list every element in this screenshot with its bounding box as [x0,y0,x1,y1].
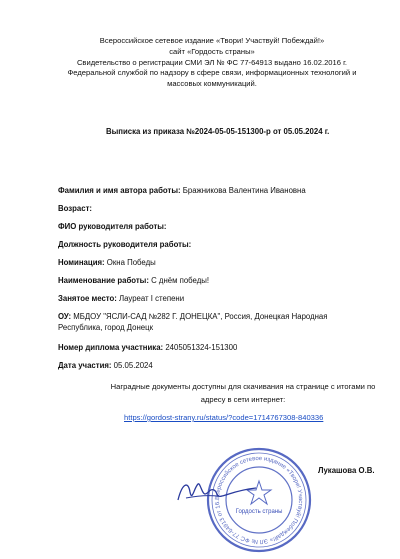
age-row [58,204,92,215]
registration-line: Свидетельство о регистрации СМИ ЭЛ № ФС 77-64913 выдано 16.02.2016 г. [76,57,348,67]
signature-mark [172,470,262,510]
work-title-value: С днём победы! [148,276,210,285]
diploma-label: Номер диплома участника: [58,343,164,352]
position-label: Должность руководителя работы: [58,240,192,249]
nomination-label: Номинация: [58,258,105,267]
site-name: сайт «Гордость страны» [169,46,255,56]
diploma-value: 2405051324-151300 [163,343,238,352]
place-label: Занятое место: [58,294,117,303]
supervisor-label: ФИО руководителя работы: [58,222,167,231]
date-value: 05.05.2024 [111,361,153,370]
author-value: Бражникова Валентина Ивановна [180,186,306,195]
place-value: Лауреат I степени [116,294,185,303]
work-title-label: Наименование работы: [58,276,149,285]
organization-label: ОУ: [58,312,72,321]
nomination-row [58,258,156,269]
date-row [58,361,153,372]
age-label: Возраст: [58,204,93,213]
author-label: Фамилия и имя автора работы: [58,186,181,195]
nomination-value: Окна Победы [104,258,156,267]
signer-name: Лукашова О.В. [318,466,375,475]
organization-value: МБДОУ "ЯСЛИ-САД №282 Г. ДОНЕЦКА", Россия, Донецкая Народная Республика, город Донецк [58,312,328,332]
stamp-center-text: Гордость страны [235,509,283,515]
stamp-ring-text: Всероссийское сетевое издание «Твори! Участвуй! Побеждай!» ЭЛ № ФС 77-64913 от 16. [214,455,304,545]
results-link[interactable]: https://gordost-strany.ru/status/?code=1714767308-840336 [124,413,324,422]
author-row [58,186,306,197]
order-title: Выписка из приказа №2024-05-05-151300-р от 05.05.2024 г. [106,127,330,136]
work-title-row [58,276,209,287]
regulator-line: Федеральной службой по надзору в сфере связи, информационных технологий и массовых коммуникаций. [67,68,357,89]
diploma-row [58,343,237,354]
publisher-name: Всероссийское сетевое издание «Твори! Участвуй! Побеждай!» [99,36,325,45]
place-row [58,294,184,305]
date-label: Дата участия: [58,361,112,370]
download-notice: Наградные документы доступны для скачивания на странице с итогами по адресу в сети интернет: [110,382,376,404]
organization-row [58,312,358,333]
supervisor-row [58,222,167,233]
publisher-header [52,36,372,90]
supervisor-position-row [58,240,191,251]
